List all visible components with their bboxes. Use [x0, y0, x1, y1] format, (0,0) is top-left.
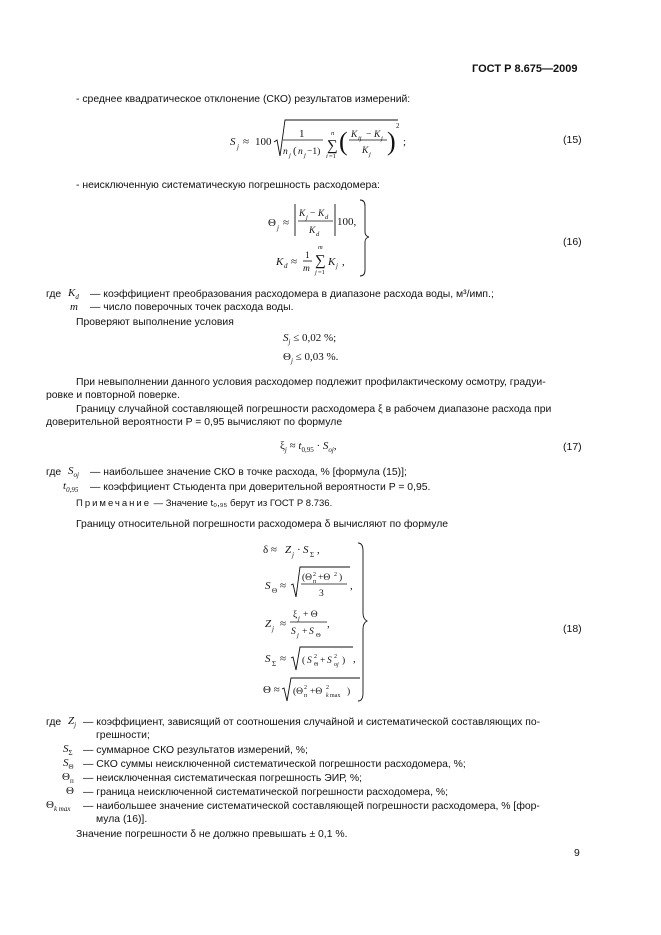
svg-text:(: (: [293, 145, 297, 157]
document-id: ГОСТ Р 8.675—2009: [472, 63, 578, 75]
svg-text:K: K: [374, 130, 381, 140]
note: Примечание — Значение t₀,₉₅ берут из ГОСТ Р 8.736.: [76, 498, 333, 509]
svg-text:Z: Z: [285, 544, 292, 556]
svg-text:Θ: Θ: [268, 217, 276, 229]
def-zj-cont: грешности;: [96, 730, 150, 741]
svg-text:2: 2: [334, 572, 337, 578]
svg-text:,: ,: [342, 256, 345, 268]
svg-text:j: j: [315, 269, 317, 276]
svg-text:): ): [342, 656, 346, 666]
svg-text:j: j: [336, 262, 338, 270]
svg-text:,: ,: [317, 544, 320, 556]
bullet-sko: - среднее квадратическое отклонение (СКО) результатов измерений:: [76, 94, 411, 105]
svg-text:S: S: [309, 627, 314, 637]
page-number: 9: [574, 848, 580, 859]
svg-text:S: S: [291, 627, 296, 637]
def-theta-p: — неисключенная систематическая погрешность ЭИР, %;: [83, 773, 363, 784]
svg-text:,: ,: [327, 618, 330, 630]
svg-text:(Θ: (Θ: [293, 687, 304, 697]
para-bound: Границу относительной погрешности расходомера δ вычисляют по формуле: [76, 519, 449, 530]
def-m: — число поверочных точек расхода воды.: [90, 302, 294, 313]
svg-text:1: 1: [305, 251, 310, 261]
svg-text:j: j: [298, 615, 300, 622]
svg-text:(: (: [339, 127, 348, 156]
svg-text:d: d: [284, 262, 288, 270]
svg-text:δ ≈: δ ≈: [263, 544, 277, 556]
svg-text:100,: 100,: [337, 216, 357, 228]
svg-text:2: 2: [314, 654, 317, 660]
symbol-t095: $t_{0,95}$: [63, 480, 79, 495]
check-intro: Проверяют выполнение условия: [76, 317, 234, 328]
symbol-zj: $Z_j$: [68, 715, 77, 730]
symbol-s-theta: $S_\Theta$: [63, 757, 74, 772]
symbol-theta-p: $\Theta_п$: [62, 771, 74, 786]
svg-text:j: j: [272, 625, 274, 633]
svg-text:j: j: [381, 135, 383, 142]
svg-text:K: K: [351, 130, 358, 140]
svg-text:∑: ∑: [315, 253, 326, 269]
symbol-kd: $K_d$: [68, 287, 79, 302]
svg-text:=1: =1: [329, 153, 336, 160]
def-theta-kmax: — наибольшее значение систематической составляющей погрешности расходомера, % [фор-: [83, 801, 540, 812]
svg-text:n: n: [298, 147, 303, 157]
svg-text:+Θ: +Θ: [310, 687, 323, 697]
def-s-sigma: — суммарное СКО результатов измерений, %;: [83, 745, 308, 756]
svg-text:(: (: [302, 656, 306, 666]
svg-text:j: j: [369, 151, 371, 158]
symbol-s-sigma: $S_\Sigma$: [63, 743, 73, 758]
svg-text:max: max: [330, 693, 341, 699]
def-soj: — наибольшее значение СКО в точке расхода, % [формула (15)];: [90, 467, 407, 478]
svg-text:Σ: Σ: [310, 551, 315, 559]
svg-text:ij: ij: [358, 135, 362, 142]
svg-text:d: d: [325, 214, 329, 221]
svg-text:≈: ≈: [280, 580, 287, 592]
svg-text:2: 2: [326, 685, 329, 691]
svg-text:+: +: [302, 627, 308, 637]
def-s-theta: — СКО суммы неисключенной систематической погрешности расходомера, %;: [83, 759, 466, 770]
svg-text:K: K: [299, 209, 306, 219]
svg-text:n: n: [283, 147, 288, 157]
svg-text:S: S: [307, 656, 312, 666]
formula-15: [225, 112, 415, 170]
bullet-nsp: - неисключенную систематическую погрешность расходомера:: [76, 180, 380, 191]
svg-text:Θ: Θ: [272, 587, 278, 595]
svg-text:100: 100: [255, 136, 272, 148]
svg-text:≈: ≈: [280, 618, 287, 630]
symbol-theta-kmax: $\Theta_{k max}$: [46, 799, 71, 814]
svg-text:2: 2: [304, 685, 307, 691]
svg-text:2: 2: [396, 122, 400, 130]
svg-text:≈: ≈: [280, 653, 287, 665]
svg-text:K: K: [328, 256, 336, 268]
def-theta: — граница неисключенной систематической погрешности расходомера, %;: [83, 787, 448, 798]
svg-text:п: п: [304, 693, 308, 699]
svg-text:K: K: [309, 226, 316, 236]
para-random-line1: Границу случайной составляющей погрешности расходомера ξ в рабочем диапазоне расхода при: [76, 404, 552, 415]
where-label-3: где: [46, 717, 62, 728]
svg-text:): ): [387, 127, 396, 156]
svg-text:S: S: [303, 544, 309, 556]
svg-text:): ): [339, 573, 343, 583]
svg-text:Σ: Σ: [272, 660, 277, 668]
svg-text:d: d: [316, 231, 320, 238]
formula-18: [255, 537, 375, 707]
svg-text:2: 2: [313, 572, 316, 578]
symbol-m: m: [70, 301, 78, 313]
svg-text:п: п: [313, 579, 317, 585]
svg-text:oj: oj: [334, 662, 339, 668]
svg-text:j: j: [277, 224, 279, 232]
svg-text:n: n: [331, 130, 335, 137]
svg-text:j: j: [304, 152, 306, 159]
svg-text:m: m: [303, 264, 310, 274]
svg-text:;: ;: [403, 136, 407, 148]
svg-text:+Θ: +Θ: [318, 573, 331, 583]
svg-text:1: 1: [299, 128, 305, 140]
svg-text:·: ·: [297, 544, 301, 556]
svg-text:+: +: [320, 656, 326, 666]
condition-theta: $\Theta_j \le 0,03$ %.: [283, 351, 339, 366]
svg-text:S: S: [230, 136, 236, 148]
symbol-theta: Θ: [66, 785, 74, 797]
svg-text:−1): −1): [307, 147, 321, 157]
svg-text:≈: ≈: [283, 217, 290, 229]
equation-number-15: (15): [563, 134, 582, 146]
svg-text:ξ: ξ: [293, 610, 298, 620]
svg-text:k: k: [326, 693, 329, 699]
equation-number-16: (16): [563, 236, 582, 248]
svg-text:,: ,: [353, 653, 356, 665]
svg-text:j: j: [297, 632, 299, 639]
svg-text:Θ: Θ: [314, 662, 319, 668]
svg-text:Θ: Θ: [316, 632, 321, 639]
svg-text:Θ ≈: Θ ≈: [263, 684, 280, 696]
svg-text:(Θ: (Θ: [302, 573, 313, 583]
svg-text:K: K: [276, 256, 284, 268]
symbol-soj: $S_{oj}$: [68, 465, 79, 480]
svg-text:−: −: [310, 209, 316, 219]
svg-text:j: j: [292, 551, 294, 559]
def-t095: — коэффициент Стьюдента при доверительной вероятности P = 0,95.: [90, 482, 431, 493]
svg-text:j: j: [289, 152, 291, 159]
svg-text:≈: ≈: [291, 256, 298, 268]
para-fail-line2: ровке и повторной поверке.: [46, 390, 180, 401]
svg-text:K: K: [318, 209, 325, 219]
def-kd: — коэффициент преобразования расходомера в диапазоне расхода воды, м³/имп.;: [90, 289, 494, 300]
svg-text:S: S: [327, 656, 332, 666]
equation-number-17: (17): [563, 441, 582, 453]
def-theta-kmax-cont: мула (16)].: [96, 814, 148, 825]
formula-17: $\xi_j \approx t_{0,95} \cdot S_{oj}$,: [280, 440, 337, 455]
equation-number-18: (18): [563, 623, 582, 635]
svg-text:3: 3: [319, 589, 324, 599]
def-zj: — коэффициент, зависящий от соотношения случайной и систематической составляющих по-: [83, 717, 541, 728]
svg-text:S: S: [265, 580, 271, 592]
svg-text:Z: Z: [265, 618, 272, 630]
para-random-line2: доверительной вероятности P = 0,95 вычисляют по формуле: [46, 417, 343, 428]
para-fail-line1: При невыполнении данного условия расходомер подлежит профилактическому осмотру, градуи-: [76, 377, 546, 388]
svg-text:,: ,: [350, 580, 353, 592]
svg-text:S: S: [265, 653, 271, 665]
svg-text:): ): [347, 687, 351, 697]
svg-text:=1: =1: [318, 269, 325, 276]
svg-text:≈: ≈: [243, 136, 250, 148]
svg-text:−: −: [366, 130, 372, 140]
svg-text:2: 2: [334, 654, 337, 660]
condition-sj: $S_j \le 0,02$ %;: [283, 332, 337, 347]
svg-text:j: j: [306, 214, 308, 221]
where-label-2: где: [46, 467, 62, 478]
svg-text:K: K: [362, 146, 369, 156]
svg-text:+ Θ: + Θ: [303, 610, 318, 620]
where-label-1: где: [46, 289, 62, 300]
formula-16: [265, 196, 375, 280]
svg-text:j: j: [237, 143, 239, 151]
svg-text:m: m: [318, 244, 323, 251]
svg-text:∑: ∑: [327, 138, 338, 154]
svg-text:i: i: [326, 153, 328, 160]
final-line: Значение погрешности δ не должно превышать ± 0,1 %.: [76, 829, 348, 840]
